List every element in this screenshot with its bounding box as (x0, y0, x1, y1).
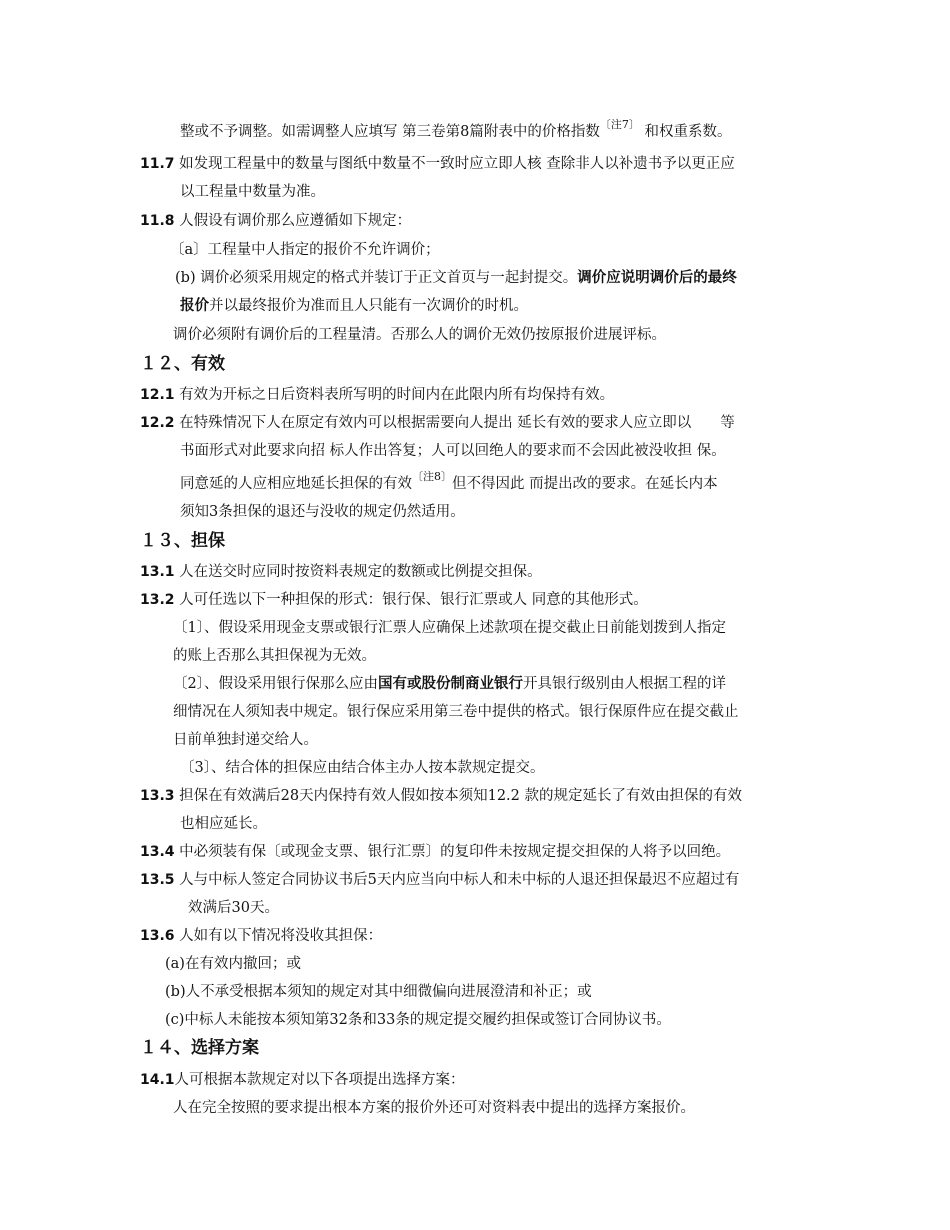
text: 人假设有调价那么应遵循如下规定： (179, 213, 412, 229)
paragraph-line (173, 646, 376, 666)
text: (a)在有效内撤回；或 (165, 956, 301, 972)
list-item-a (170, 240, 440, 260)
text: 日前单独封递交给人。 (173, 732, 318, 748)
clause-11-7 (140, 154, 735, 174)
text: 开具银行级别由人根据工程的详 (522, 676, 726, 692)
text: 书面形式对此要求向招 标人作出答复；人可以回绝人的要求而不会因此被没收担 保。 (180, 443, 726, 459)
footnote-ref: 〔注7〕 (599, 118, 640, 131)
bold-text: 报价 (180, 298, 209, 314)
list-item-b (165, 982, 592, 1002)
clause-number: 12.2 (140, 415, 175, 431)
clause-14-1 (140, 1070, 465, 1090)
clause-number: 13.2 (140, 592, 175, 608)
paragraph-line (180, 502, 465, 522)
text: 整或不予调整。如需调整人应填写 第三卷第8篇附表中的价格指数 (180, 124, 600, 140)
list-item-a (165, 954, 301, 974)
paragraph-line (180, 182, 325, 202)
paragraph-line (180, 441, 726, 461)
text: 在特殊情况下人在原定有效内可以根据需要向人提出 延长有效的要求人应立即以 等 (179, 415, 735, 431)
clause-number: 11.7 (140, 156, 175, 172)
paragraph-line (180, 470, 718, 495)
list-item-2 (173, 674, 726, 694)
text: 但不得因此 而提出改的要求。在延长内本 (452, 476, 718, 492)
clause-11-8 (140, 211, 411, 231)
paragraph-line (173, 1098, 695, 1118)
clause-number: 13.3 (140, 788, 175, 804)
text: 和权重系数。 (639, 124, 732, 140)
text: 人在送交时应同时按资料表规定的数额或比例提交担保。 (179, 564, 542, 580)
text: 并以最终报价为准而且人只能有一次调价的时机。 (209, 298, 528, 314)
paragraph-line (173, 325, 666, 345)
text: (b) 调价必须采用规定的格式并装订于正文首页与一起封提交。 (175, 270, 578, 286)
paragraph-line (188, 898, 279, 918)
clause-13-6 (140, 926, 382, 946)
paragraph-line (180, 296, 528, 316)
clause-number: 11.8 (140, 213, 175, 229)
text: 人可根据本款规定对以下各项提出选择方案： (174, 1072, 465, 1088)
text: 调价必须附有调价后的工程量清。否那么人的调价无效仍按原报价进展评标。 (173, 327, 666, 343)
clause-12-2 (140, 413, 735, 433)
text: 人如有以下情况将没收其担保： (179, 928, 383, 944)
text: 中必须装有保〔或现金支票、银行汇票〕的复印件未按规定提交担保的人将予以回绝。 (179, 844, 731, 860)
text: 人可任选以下一种担保的形式：银行保、银行汇票或人 同意的其他形式。 (179, 592, 648, 608)
text: 同意延的人应相应地延长担保的有效 (180, 476, 412, 492)
clause-13-5 (140, 870, 739, 890)
text: 〔1〕、假设采用现金支票或银行汇票人应确保上述款项在提交截止日前能划拨到人指定 (173, 620, 726, 636)
text: (c)中标人未能按本须知第32条和33条的规定提交履约担保或签订合同协议书。 (165, 1012, 671, 1028)
clause-number: 14.1 (140, 1072, 175, 1088)
clause-13-3 (140, 786, 742, 806)
bold-text: 调价应说明调价后的最终 (577, 270, 737, 286)
list-item-c (165, 1010, 671, 1030)
text: 须知3条担保的退还与没收的规定仍然适用。 (180, 504, 465, 520)
text: 以工程量中数量为准。 (180, 184, 325, 200)
list-item-b (175, 268, 737, 288)
bold-text: 国有或股份制商业银行 (377, 676, 523, 692)
clause-13-4 (140, 842, 730, 862)
text: 的账上否那么其担保视为无效。 (173, 648, 376, 664)
paragraph-line (173, 730, 318, 750)
clause-number: 13.1 (140, 564, 175, 580)
footnote-ref: 〔注8〕 (412, 470, 452, 483)
clause-number: 13.6 (140, 928, 175, 944)
text: 细情况在人须知表中规定。银行保应采用第三卷中提供的格式。银行保原件应在提交截止 (173, 704, 739, 720)
text: 有效为开标之日后资料表所写明的时间内在此限内所有均保持有效。 (179, 387, 615, 403)
list-item-3 (180, 758, 544, 778)
text: 人与中标人签定合同协议书后5天内应当向中标人和未中标的人退还担保最迟不应超过有 (179, 872, 740, 888)
clause-13-2 (140, 590, 648, 610)
section-heading-12: １２、有效 (140, 354, 225, 374)
text: 〔2〕、假设采用银行保那么应由 (173, 676, 378, 692)
text: 效满后30天。 (188, 900, 279, 916)
paragraph-line (180, 118, 732, 143)
clause-12-1 (140, 385, 614, 405)
clause-number: 13.5 (140, 872, 175, 888)
text: 担保在有效满后28天内保持有效人假如按本须知12.2 款的规定延长了有效由担保的有效 (179, 788, 742, 804)
clause-number: 12.1 (140, 387, 175, 403)
section-heading-14: １４、选择方案 (140, 1038, 259, 1058)
text: (b)人不承受根据本须知的规定对其中细微偏向进展澄清和补正；或 (165, 984, 592, 1000)
section-heading-13: １３、担保 (140, 531, 225, 551)
list-item-1 (173, 618, 726, 638)
text: 〔a〕工程量中人指定的报价不允许调价； (170, 242, 440, 258)
paragraph-line (180, 814, 267, 834)
text: 人在完全按照的要求提出根本方案的报价外还可对资料表中提出的选择方案报价。 (173, 1100, 695, 1116)
text: 也相应延长。 (180, 816, 267, 832)
text: 〔3〕、结合体的担保应由结合体主办人按本款规定提交。 (180, 760, 545, 776)
clause-number: 13.4 (140, 844, 175, 860)
paragraph-line (173, 702, 739, 722)
clause-13-1 (140, 562, 542, 582)
text: 如发现工程量中的数量与图纸中数量不一致时应立即人核 查除非人以补遗书予以更正应 (179, 156, 735, 172)
